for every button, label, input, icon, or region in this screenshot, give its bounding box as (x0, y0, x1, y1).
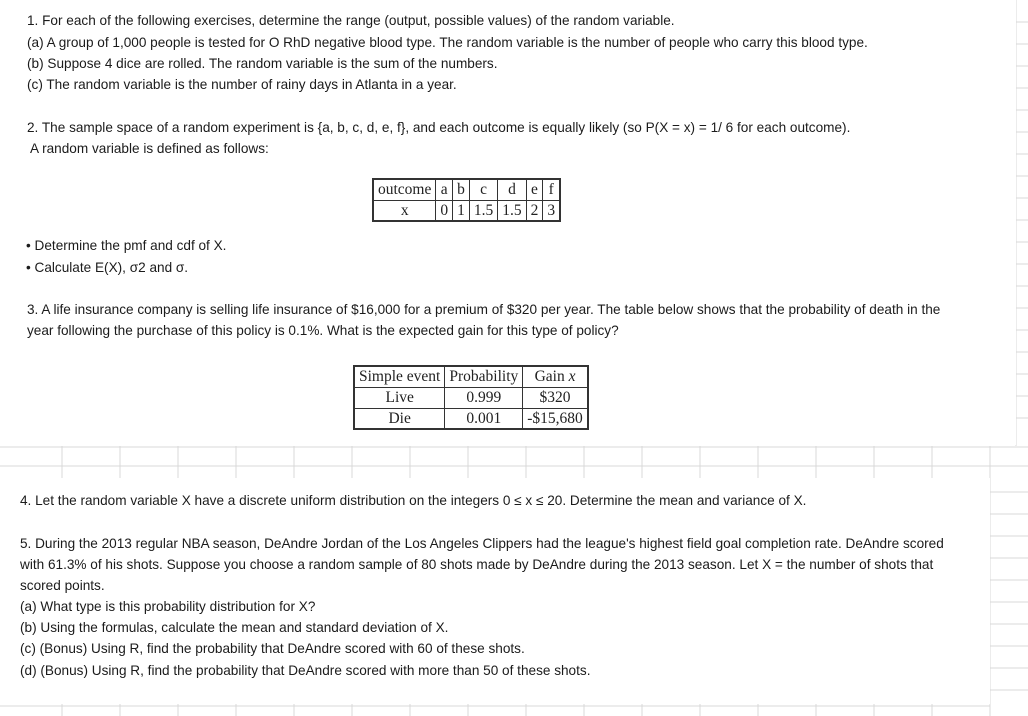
insurance-cell: 0.001 (445, 408, 523, 429)
q5-line-3: scored points. (20, 578, 105, 593)
outcome-cell: f (543, 179, 560, 200)
q1-part-c: (c) The random variable is the number of rainy days in Atlanta in a year. (27, 77, 457, 92)
value-row (373, 200, 560, 221)
gain-variable: x (568, 368, 576, 386)
q2-bullet-expectation: • Calculate E(X), σ2 and σ. (26, 260, 189, 275)
q5-part-d: (d) (Bonus) Using R, find the probability that DeAndre scored with more than 50 of these shots. (20, 663, 591, 678)
q2-prompt: 2. The sample space of a random experiment is {a, b, c, d, e, f}, and each outcome is equally likely (so P(X = x) = 1/ 6 for each outcome). (27, 120, 851, 135)
q2-bullet-pmf: • Determine the pmf and cdf of X. (26, 238, 227, 253)
q4-text: 4. Let the random variable X have a discrete uniform distribution on the integers 0 ≤ x ≤ 20. Determine the mean and variance of X. (20, 493, 807, 508)
value-cell: 1.5 (469, 200, 497, 221)
q2-subtext: A random variable is defined as follows: (30, 141, 269, 156)
insurance-header-row (354, 366, 588, 387)
q1-part-a: (a) A group of 1,000 people is tested for O RhD negative blood type. The random variable is the number of people who carry this blood type. (27, 35, 868, 50)
outcome-cell: a (436, 179, 453, 200)
q1-prompt: 1. For each of the following exercises, determine the range (output, possible values) of the random variable. (27, 13, 675, 28)
outcome-cell: d (498, 179, 526, 200)
value-cell: 3 (543, 200, 560, 221)
insurance-cell: $320 (523, 387, 588, 408)
q5-line-2: with 61.3% of his shots. Suppose you choose a random sample of 80 shots made by DeAndre during the 2013 season. Let X = the number of shots that (20, 557, 934, 572)
insurance-table (353, 365, 589, 430)
insurance-cell: -$15,680 (523, 408, 588, 429)
outcome-table (372, 178, 561, 222)
q3-line-2: year following the purchase of this policy is 0.1%. What is the expected gain for this type of policy? (27, 323, 619, 338)
value-row-label: x (373, 200, 436, 221)
insurance-header-gain (523, 366, 588, 387)
value-cell: 1.5 (498, 200, 526, 221)
outcome-cell: e (526, 179, 543, 200)
insurance-header: Simple event (354, 366, 445, 387)
insurance-header: Probability (445, 366, 523, 387)
document-bottom-section (0, 478, 990, 704)
value-cell: 2 (526, 200, 543, 221)
insurance-row (354, 408, 588, 429)
insurance-cell: Live (354, 387, 445, 408)
q5-part-c: (c) (Bonus) Using R, find the probability that DeAndre scored with 60 of these shots. (20, 641, 525, 656)
gain-label: Gain (534, 368, 569, 386)
q3-line-1: 3. A life insurance company is selling life insurance of $16,000 for a premium of $320 per year. The table below shows that the probability of death in the (27, 302, 941, 317)
value-cell: 0 (436, 200, 453, 221)
outcome-cell: b (453, 179, 470, 200)
insurance-row (354, 387, 588, 408)
value-cell: 1 (453, 200, 470, 221)
outcome-header-label: outcome (373, 179, 436, 200)
q5-line-1: 5. During the 2013 regular NBA season, DeAndre Jordan of the Los Angeles Clippers had the league's highest field goal completion rate. DeAndre scored (20, 536, 944, 551)
insurance-cell: Die (354, 408, 445, 429)
outcome-row (373, 179, 560, 200)
q5-part-a: (a) What type is this probability distribution for X? (20, 599, 316, 614)
outcome-cell: c (469, 179, 497, 200)
q1-part-b: (b) Suppose 4 dice are rolled. The random variable is the sum of the numbers. (27, 56, 498, 71)
q5-part-b: (b) Using the formulas, calculate the mean and standard deviation of X. (20, 620, 449, 635)
insurance-cell: 0.999 (445, 387, 523, 408)
